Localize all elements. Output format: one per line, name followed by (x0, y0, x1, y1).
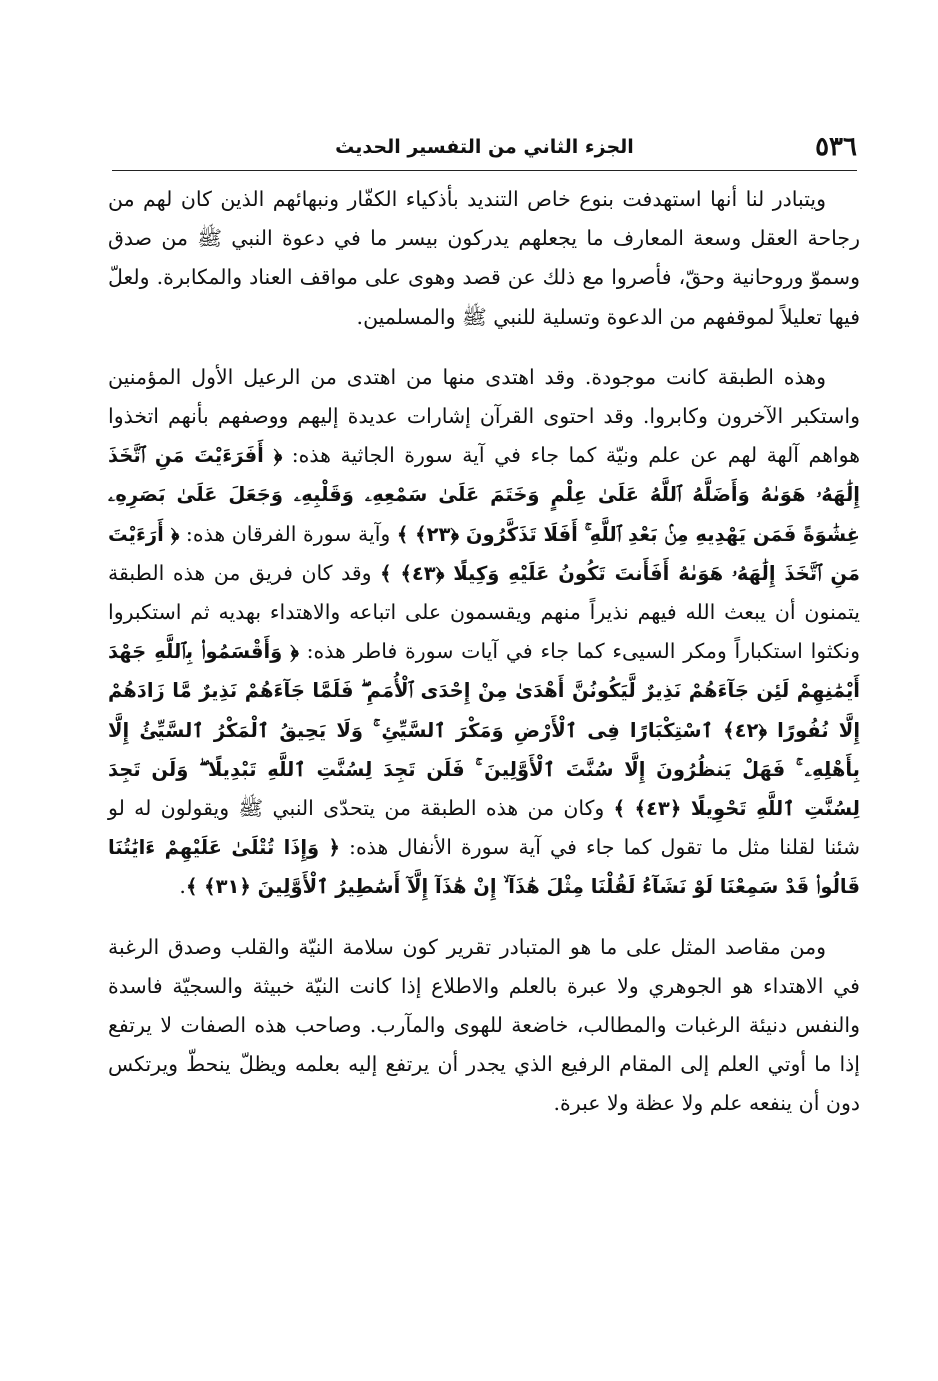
paragraph-2 (108, 358, 860, 907)
page-body (108, 180, 860, 1124)
quran-verse-anfal: ﴿ وَإِذَا تُتْلَىٰ عَلَيْهِمْ ءَايَٰتُنَا قَالُوا۟ قَدْ سَمِعْنَا لَوْ نَشَآءُ لَقُلْنَا مِثْلَ هَٰذَآ ۙ إِنْ هَٰذَآ إِلَّآ أَسَٰطِيرُ ٱلْأَوَّلِينَ ﴿٣١﴾ ﴾ (108, 836, 860, 899)
quran-verse-furqan: ﴿ أَرَءَيْتَ مَنِ ٱتَّخَذَ إِلَٰهَهُۥ هَوَىٰهُ أَفَأَنتَ تَكُونُ عَلَيْهِ وَكِيلًا ﴿٤٣﴾ ﴾ (108, 522, 860, 585)
paragraph-text: وكان من هذه الطبقة من يتحدّى النبي ﷺ ويقولون له لو شئنا لقلنا مثل ما تقول كما جاء في آية سورة الأنفال هذه: (108, 796, 861, 860)
quran-verse-jathiya: ﴿ أَفَرَءَيْتَ مَنِ ٱتَّخَذَ إِلَٰهَهُۥ هَوَىٰهُ وَأَضَلَّهُ ٱللَّهُ عَلَىٰ عِلْمٍ وَخَتَمَ عَلَىٰ سَمْعِهِۦ وَقَلْبِهِۦ وَجَعَلَ عَلَىٰ بَصَرِهِۦ غِشَٰوَةً فَمَن يَهْدِيهِ مِنۢ بَعْدِ ٱللَّهِ ۚ أَفَلَا تَذَكَّرُونَ ﴿٢٣﴾ ﴾ (108, 444, 860, 546)
paragraph-text: ويتبادر لنا أنها استهدفت بنوع خاص التنديد بأذكياء الكفّار ونبهائهم الذين كان لهم من رجاحة العقل وسعة المعارف ما يجعلهم يدركون بيسر ما في دعوة النبي ﷺ من صدق وسموّ وروحانية وحقّ، فأصروا مع ذلك عن قصد وهوى على مواقف العناد والمكابرة. ولعلّ فيها تعليلاً لموقفهم من الدعوة وتسلية للنبي ﷺ والمسلمين. (108, 187, 860, 329)
paragraph-text: وهذه الطبقة كانت موجودة. وقد اهتدى منها من اهتدى من الرعيل الأول المؤمنين واستكبر الآخرون وكابروا. وقد احتوى القرآن إشارات عديدة إليهم ووصفهم بأنهم اتخذوا هواهم آلهة لهم عن علم ونيّة كما جاء في آية سورة الجاثية هذه: (108, 364, 861, 468)
paragraph-text: وقد كان فريق من هذه الطبقة يتمنون أن يبعث الله فيهم نذيراً منهم ويقسمون على اتباعه والاهتداء بهديه ثم استكبروا ونكثوا استكباراً ومكر السيىء كما جاء في آيات سورة فاطر هذه: (108, 560, 860, 664)
quran-verse-fatir: ﴿ وَأَقْسَمُوا۟ بِٱللَّهِ جَهْدَ أَيْمَٰنِهِمْ لَئِن جَآءَهُمْ نَذِيرٌ لَّيَكُونُنَّ أَهْدَىٰ مِنْ إِحْدَى ٱلْأُمَمِ ۖ فَلَمَّا جَآءَهُمْ نَذِيرٌ مَّا زَادَهُمْ إِلَّا نُفُورًا ﴿٤٢﴾ ٱسْتِكْبَارًا فِى ٱلْأَرْضِ وَمَكْرَ ٱلسَّيِّئِ ۚ وَلَا يَحِيقُ ٱلْمَكْرُ ٱلسَّيِّئُ إِلَّا بِأَهْلِهِۦ ۚ فَهَلْ يَنظُرُونَ إِلَّا سُنَّتَ ٱلْأَوَّلِينَ ۚ فَلَن تَجِدَ لِسُنَّتِ ٱللَّهِ تَبْدِيلًا ۖ وَلَن تَجِدَ لِسُنَّتِ ٱللَّهِ تَحْوِيلًا ﴿٤٣﴾ ﴾ (108, 640, 860, 821)
running-title: الجزء الثاني من التفسير الحديث (335, 136, 634, 158)
paragraph-text: وآية سورة الفرقان هذه: (179, 521, 397, 546)
paragraph-3 (108, 928, 860, 1124)
page-number: ٥٣٦ (815, 132, 857, 162)
paragraph-text: ومن مقاصد المثل على ما هو المتبادر تقرير كون سلامة النيّة والقلب وصدق الرغبة في الاهتداء هو الجوهري ولا عبرة بالعلم والاطلاع إذا كانت النيّة خبيثة والسجيّة فاسدة والنفس دنيئة الرغبات والمطالب، خاضعة للهوى والمآرب. وصاحب هذه الصفات لا يرتفع إذا ما أوتي العلم إلى المقام الرفيع الذي يجدر أن يرتفع إليه بعلمه ويظلّ ينحطّ ويرتكس دون أن ينفعه علم ولا عظة ولا عبرة. (108, 934, 860, 1116)
paragraph-text: . (179, 874, 186, 899)
paragraph-1 (108, 180, 860, 337)
page-header (112, 130, 857, 171)
